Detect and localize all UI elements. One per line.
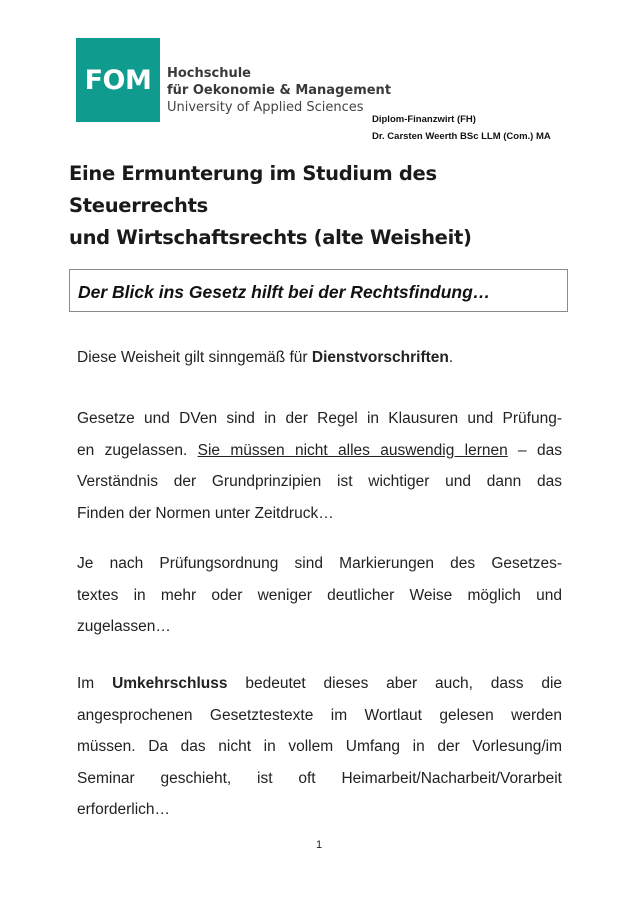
paragraph-line <box>77 668 562 700</box>
page-title <box>69 158 569 254</box>
paragraph-line <box>77 342 562 374</box>
author-name: Dr. Carsten Weerth BSc LLM (Com.) MA <box>372 131 551 142</box>
author-block <box>372 111 551 145</box>
title-line-1: Eine Ermunterung im Studium des Steuerrechts <box>69 162 437 217</box>
paragraph-line: Verständnis der Grundprinzipien ist wichtiger und dann das <box>77 473 562 490</box>
text-run: . <box>448 349 454 366</box>
quote-box <box>69 269 568 312</box>
text-run: Im <box>77 675 113 692</box>
paragraph-1 <box>77 342 562 374</box>
text-run: en zugelassen. <box>77 441 198 459</box>
logo-mark: FOM <box>84 65 152 96</box>
text-run: bedeutet dieses aber auch, dass die <box>227 675 563 692</box>
page-number: 1 <box>315 839 323 851</box>
paragraph-line: angesprochenen Gesetztestexte im Wortlaut gelesen werden <box>77 706 562 724</box>
logo-line-3: University of Applied Sciences <box>167 100 364 115</box>
paragraph-3 <box>77 548 562 643</box>
paragraph-line: müssen. Da das nicht in vollem Umfang in der Vorlesung/im <box>77 738 562 755</box>
paragraph-line: Finden der Normen unter Zeitdruck… <box>77 504 334 522</box>
logo-wordmark <box>167 65 391 116</box>
author-degree: Diplom-Finanzwirt (FH) <box>372 114 476 125</box>
paragraph-line: zugelassen… <box>77 618 171 635</box>
paragraph-2 <box>77 403 562 529</box>
text-run: Diese Weisheit gilt sinngemäß für <box>77 349 312 366</box>
title-line-2: und Wirtschaftsrechts (alte Weisheit) <box>69 226 472 249</box>
logo-line-1: Hochschule <box>167 66 251 81</box>
underlined-text: Sie müssen nicht alles auswendig lernen <box>197 441 508 459</box>
fom-logo <box>76 38 160 122</box>
paragraph-line: Gesetze und DVen sind in der Regel in Klausuren und Prüfung- <box>77 410 562 427</box>
paragraph-4 <box>77 668 562 826</box>
paragraph-line <box>77 435 562 467</box>
paragraph-line: Je nach Prüfungsordnung sind Markierungen des Gesetzes- <box>77 555 562 572</box>
bold-term: Dienstvorschriften <box>311 349 449 366</box>
logo-line-2: für Oekonomie & Management <box>167 83 392 98</box>
quote-text: Der Blick ins Gesetz hilft bei der Rechtsfindung… <box>78 282 491 302</box>
text-run: – das <box>507 441 562 459</box>
paragraph-line: Seminar geschieht, ist oft Heimarbeit/Nacharbeit/Vorarbeit <box>77 769 562 787</box>
paragraph-line: textes in mehr oder weniger deutlicher Weise möglich und <box>77 586 562 604</box>
paragraph-line: erforderlich… <box>77 801 171 818</box>
bold-term: Umkehrschluss <box>112 675 228 692</box>
